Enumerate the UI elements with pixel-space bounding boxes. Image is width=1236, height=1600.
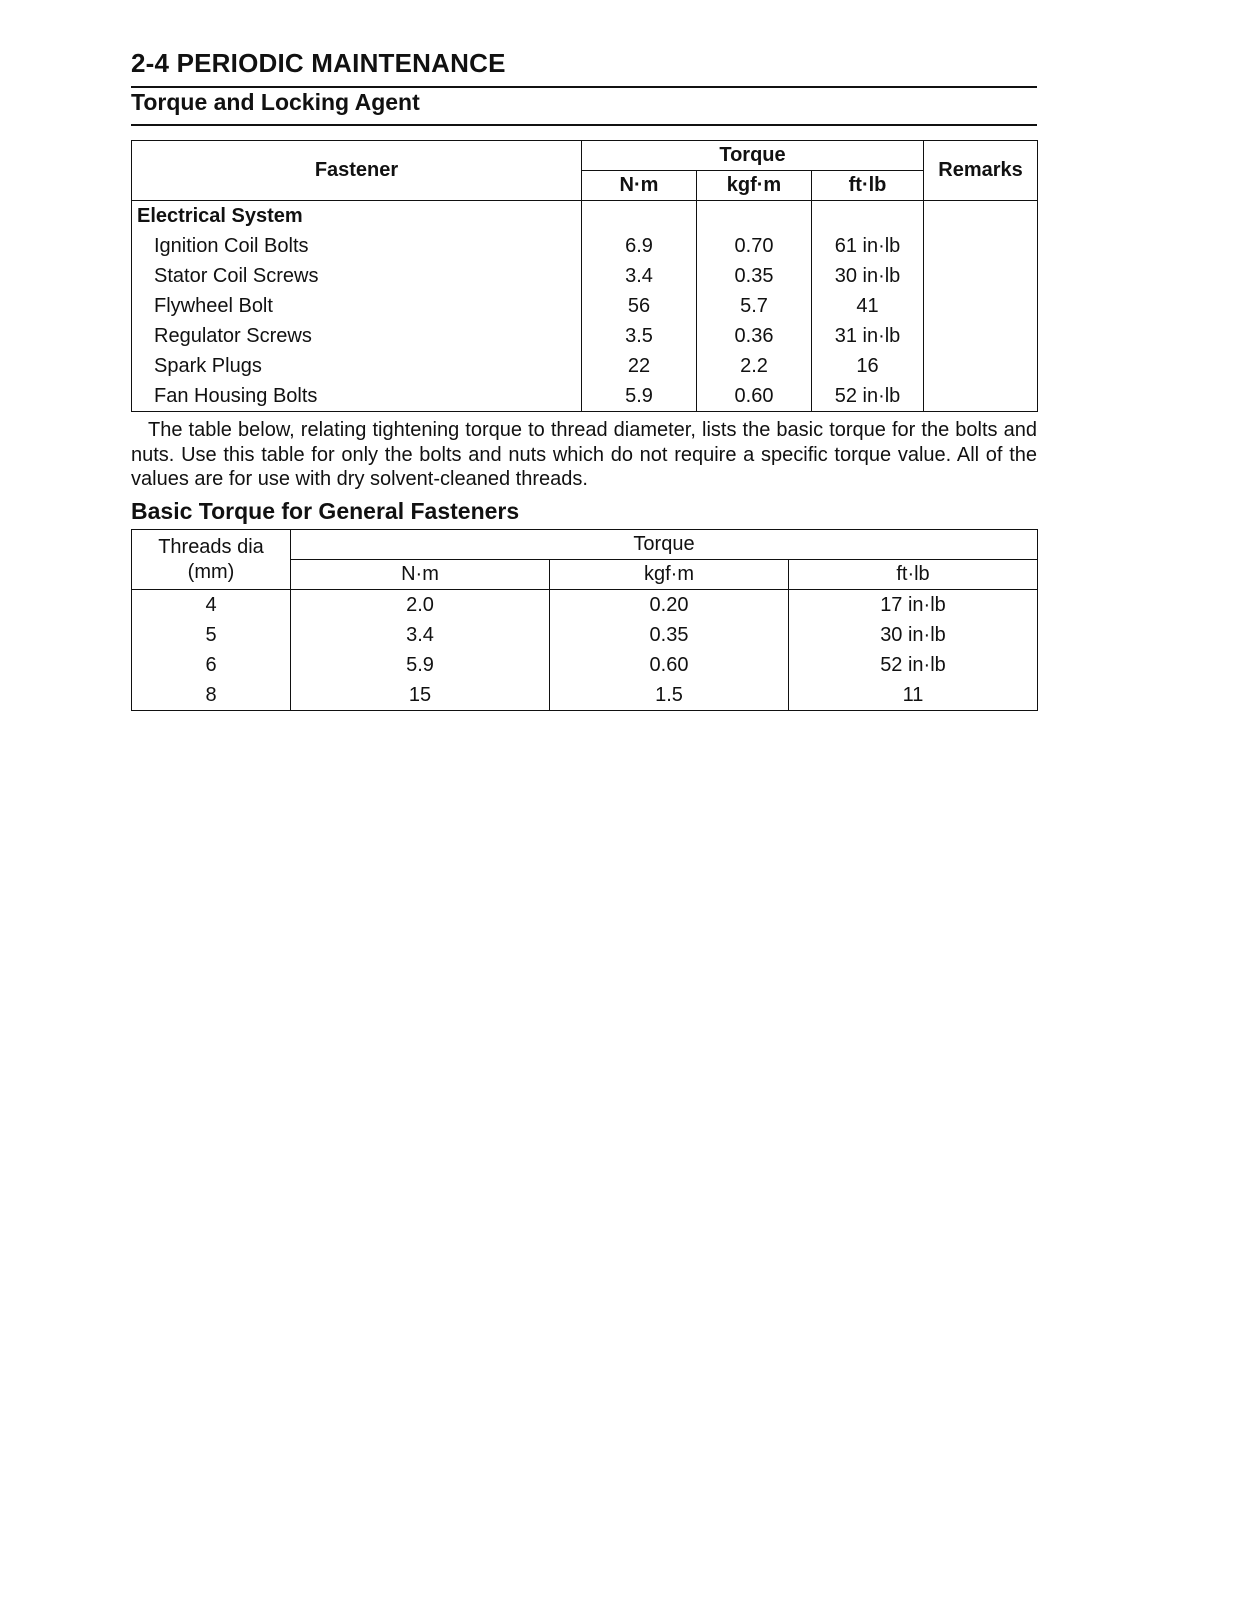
value-kgfm: 0.60 xyxy=(550,650,789,680)
value-ftlb: 52 in·lb xyxy=(789,650,1038,680)
value-nm: 22 xyxy=(582,351,697,381)
header-kgfm: kgf·m xyxy=(697,171,812,201)
fastener-name: Fan Housing Bolts xyxy=(132,381,582,412)
header-kgfm: kgf·m xyxy=(550,560,789,590)
value-nm: 3.4 xyxy=(582,261,697,291)
fastener-name: Regulator Screws xyxy=(132,321,582,351)
header-nm: N·m xyxy=(582,171,697,201)
table-row xyxy=(132,650,1038,680)
header-torque: Torque xyxy=(291,530,1038,560)
header-ftlb: ft·lb xyxy=(812,171,924,201)
value-ftlb: 61 in·lb xyxy=(812,231,924,261)
value-nm: 15 xyxy=(291,680,550,711)
value-remarks xyxy=(924,351,1038,381)
value-kgfm: 0.20 xyxy=(550,590,789,621)
value-kgfm: 0.70 xyxy=(697,231,812,261)
header-torque: Torque xyxy=(582,141,924,171)
value-ftlb: 30 in·lb xyxy=(789,620,1038,650)
table-row xyxy=(132,590,1038,621)
value-kgfm: 1.5 xyxy=(550,680,789,711)
value-kgfm: 5.7 xyxy=(697,291,812,321)
value-kgfm: 0.60 xyxy=(697,381,812,412)
value-ftlb: 31 in·lb xyxy=(812,321,924,351)
value-remarks xyxy=(924,291,1038,321)
value-ftlb: 52 in·lb xyxy=(812,381,924,412)
torque-table xyxy=(131,140,1038,412)
value-remarks xyxy=(924,261,1038,291)
table-row xyxy=(132,231,1038,261)
value-nm: 56 xyxy=(582,291,697,321)
value-kgfm: 0.36 xyxy=(697,321,812,351)
section-title: 2-4 PERIODIC MAINTENANCE xyxy=(131,48,506,78)
header-ftlb: ft·lb xyxy=(789,560,1038,590)
thread-dia: 5 xyxy=(132,620,291,650)
value-ftlb: 16 xyxy=(812,351,924,381)
thread-dia: 6 xyxy=(132,650,291,680)
table-row xyxy=(132,321,1038,351)
table-row xyxy=(132,620,1038,650)
basic-torque-table xyxy=(131,529,1038,711)
value-nm: 3.4 xyxy=(291,620,550,650)
title-rule xyxy=(131,86,1037,88)
value-nm: 3.5 xyxy=(582,321,697,351)
value-nm: 5.9 xyxy=(582,381,697,412)
subsection-title: Torque and Locking Agent xyxy=(131,89,420,115)
header-fastener: Fastener xyxy=(132,141,582,201)
header-threads-line2: (mm) xyxy=(187,560,235,583)
table-row xyxy=(132,291,1038,321)
fastener-name: Flywheel Bolt xyxy=(132,291,582,321)
fastener-name: Spark Plugs xyxy=(132,351,582,381)
header-nm: N·m xyxy=(291,560,550,590)
fastener-name: Ignition Coil Bolts xyxy=(132,231,582,261)
table-row xyxy=(132,381,1038,412)
value-ftlb: 30 in·lb xyxy=(812,261,924,291)
value-kgfm: 0.35 xyxy=(550,620,789,650)
header-threads-dia xyxy=(132,530,291,590)
header-remarks: Remarks xyxy=(924,141,1038,201)
value-kgfm: 2.2 xyxy=(697,351,812,381)
value-ftlb: 11 xyxy=(789,680,1038,711)
explanatory-paragraph: The table below, relating tightening torque to thread diameter, lists the basic torque for the bolts and nuts. Use this table for only the bolts and nuts which do not require a specific torque value. All of the values are for use with dry solvent-cleaned threads. xyxy=(131,419,1037,490)
value-kgfm: 0.35 xyxy=(697,261,812,291)
header-threads-line1: Threads dia xyxy=(158,535,264,558)
value-nm: 2.0 xyxy=(291,590,550,621)
thread-dia: 4 xyxy=(132,590,291,621)
value-ftlb: 41 xyxy=(812,291,924,321)
value-remarks xyxy=(924,231,1038,261)
fastener-name: Stator Coil Screws xyxy=(132,261,582,291)
value-nm: 5.9 xyxy=(291,650,550,680)
table-row xyxy=(132,261,1038,291)
value-remarks xyxy=(924,381,1038,412)
table-row xyxy=(132,351,1038,381)
group-label: Electrical System xyxy=(132,201,582,232)
table-row xyxy=(132,680,1038,711)
basic-torque-title: Basic Torque for General Fasteners xyxy=(131,498,520,524)
value-remarks xyxy=(924,321,1038,351)
group-row xyxy=(132,201,1038,232)
value-nm: 6.9 xyxy=(582,231,697,261)
value-ftlb: 17 in·lb xyxy=(789,590,1038,621)
subtitle-rule xyxy=(131,124,1037,126)
thread-dia: 8 xyxy=(132,680,291,711)
